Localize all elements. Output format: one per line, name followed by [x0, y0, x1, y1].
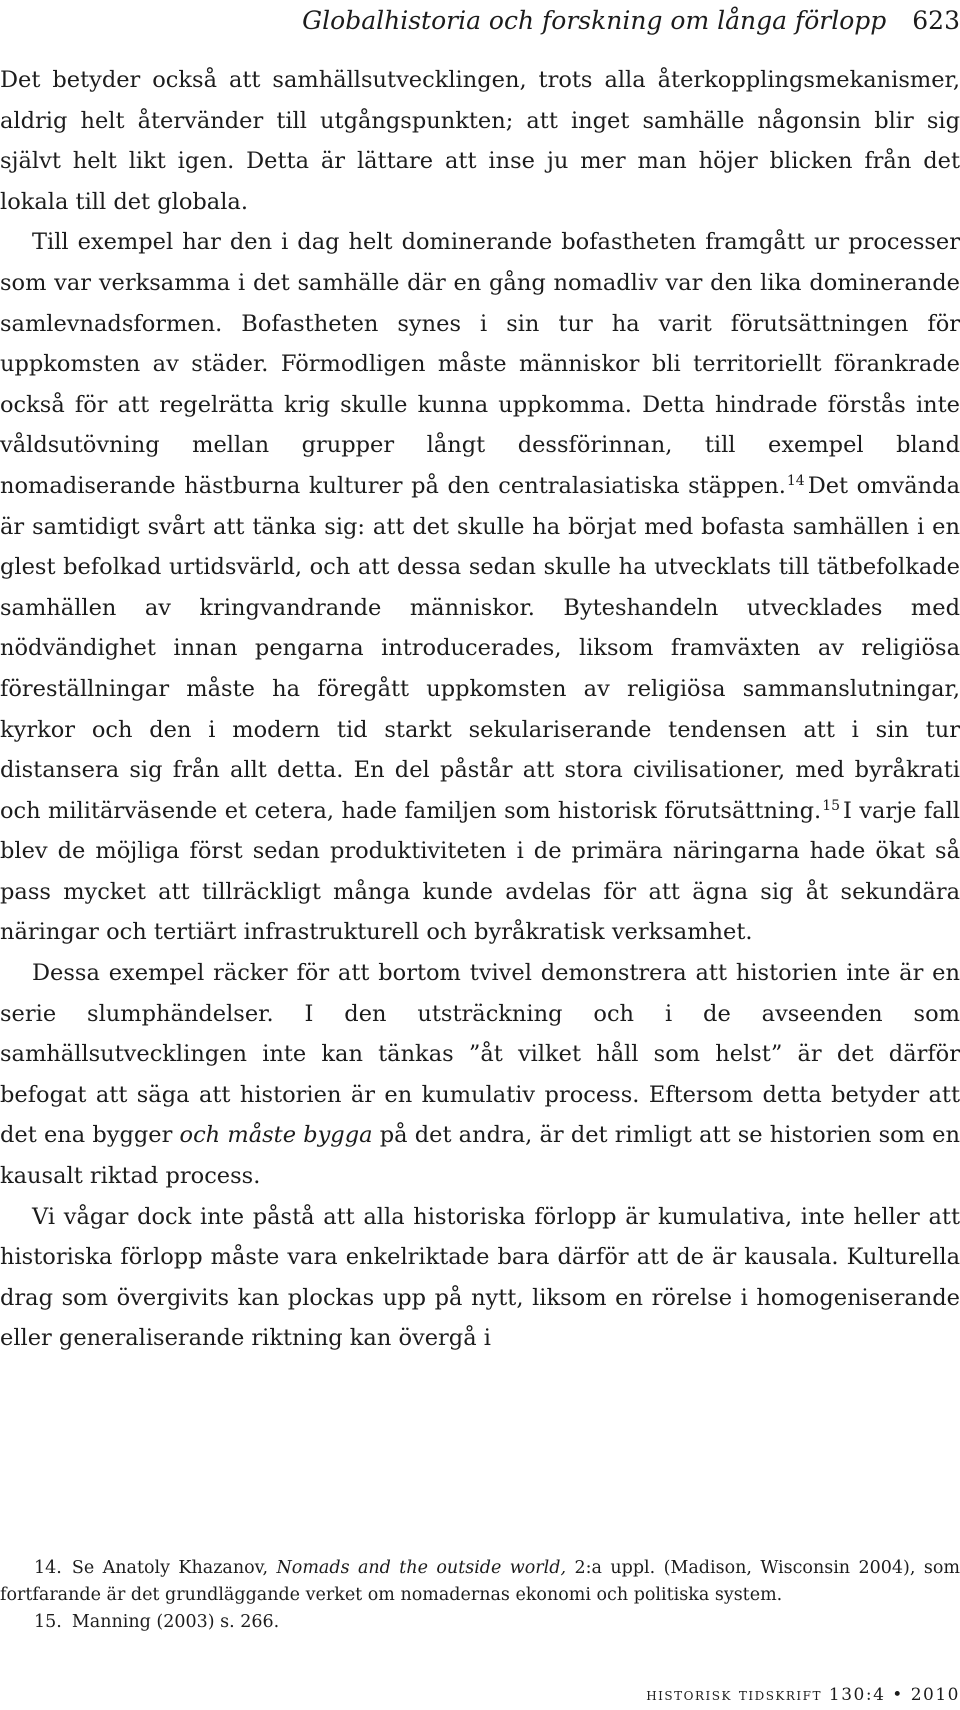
paragraph-3 [0, 953, 960, 1197]
footnote-ref-14[interactable]: 14 [786, 472, 805, 489]
running-head [0, 0, 960, 40]
footnote-number: 14. [34, 1558, 62, 1578]
journal-footer: historisk tidskrift 130:4 • 2010 [646, 1685, 960, 1705]
paragraph-2 [0, 222, 960, 953]
footnote-ref-15[interactable]: 15 [822, 797, 841, 814]
paragraph-2-text-b: Det omvända är samtidigt svårt att tänka sig: att det skulle ha börjat med bofasta samhällen i en glest befolkad urtidsvärld, och att dessa sedan skulle ha utvecklats till tätbefolkade samhällen av kringvandrande människor. Byteshandeln utvecklades med nödvändighet innan pengarna introducerades, liksom framväxten av religiösa föreställningar måste ha föregått uppkomsten av religiösa sammanslutningar, kyrkor och den i modern tid starkt sekulariserande tendensen att i sin tur distansera sig från allt detta. En del påstår att stora civilisationer, med byråkrati och militärväsende et cetera, hade familjen som historisk förutsättning. [0, 472, 960, 824]
footnotes [0, 1555, 960, 1636]
footnote-book-title: Nomads and the outside world, [276, 1558, 567, 1578]
paragraph-4-text: Vi vågar dock inte påstå att alla historiska förlopp är kumulativa, inte heller att historiska förlopp måste vara enkelriktade bara därför att de är kausala. Kulturella drag som övergivits kan plockas upp på nytt, liksom en rörelse i homogeniserande eller generaliserande riktning kan övergå i [0, 1203, 960, 1352]
footnote-text-a: Se Anatoly Khazanov, [71, 1558, 269, 1578]
page-number: 623 [912, 5, 960, 35]
footnote-15 [0, 1609, 960, 1636]
paragraph-1-text: Det betyder också att samhällsutvecklingen, trots alla återkopplingsmekanismer, aldrig helt återvänder till utgångspunkten; att inget samhälle någonsin blir sig självt helt likt igen. Detta är lättare att inse ju mer man höjer blicken från det lokala till det globala. [0, 67, 960, 215]
footnote-number: 15. [34, 1612, 62, 1632]
paragraph-3-text-a: Dessa exempel räcker för att bortom tvivel demonstrera att historien inte är en serie slumphändelser. I den utsträckning och i de avseenden som samhällsutvecklingen inte kan tänkas ”åt vilket håll som helst” är det därför befogat att säga att historien är en kumulativ process. Eftersom detta betyder att det ena bygger [0, 960, 960, 1149]
footnote-text-b: 2:a uppl. (Madison, Wisconsin 2004), som fortfarande är det grundläggande verket om nomadernas ekonomi och politiska system. [0, 1558, 960, 1605]
paragraph-2-text-c: I varje fall blev de möjliga först sedan produktiviteten i de primära näringarna hade ökat så pass mycket att tillräckligt många kunde avdelas för att ägna sig åt sekundära näringar och tertiärt infrastrukturell och byråkratisk verksamhet. [0, 797, 960, 946]
paragraph-2-text-a: Till exempel har den i dag helt dominerande bofastheten framgått ur processer som var verksamma i det samhälle där en gång nomadliv var den lika dominerande samlevnadsformen. Bofastheten synes i sin tur ha varit förutsättningen för uppkomsten av städer. Förmodligen måste människor bli territoriellt förankrade också för att regelrätta krig skulle kunna uppkomma. Detta hindrade förstås inte våldsutövning mellan grupper långt dessförinnan, till exempel bland nomadiserande hästburna kulturer på den centralasiatiska stäppen. [0, 229, 960, 499]
paragraph-1 [0, 60, 960, 222]
paragraph-3-emphasis: och måste bygga [179, 1122, 373, 1149]
footnote-14 [0, 1555, 960, 1609]
footnote-text-a: Manning (2003) s. 266. [71, 1612, 280, 1632]
paragraph-3-text-b: på det andra, är det rimligt att se historien som en kausalt riktad process. [0, 1122, 960, 1190]
body-text [0, 60, 960, 1359]
running-title: Globalhistoria och forskning om långa förlopp [302, 5, 887, 35]
paragraph-4 [0, 1197, 960, 1359]
